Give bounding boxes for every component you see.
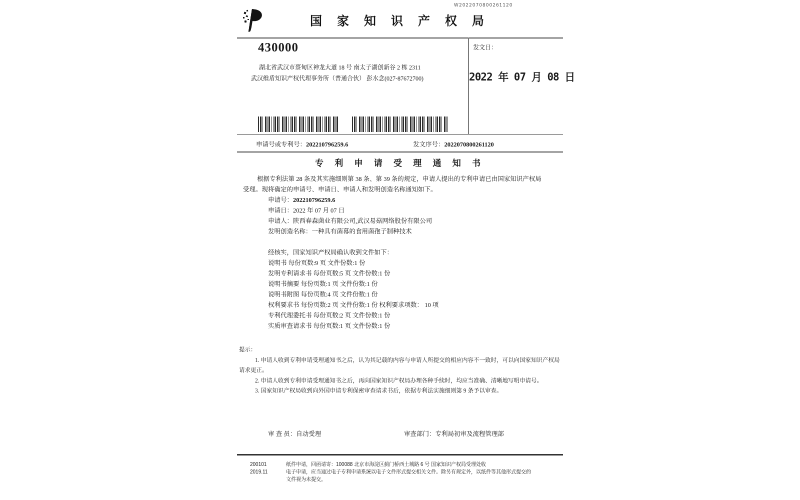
document-title: 专 利 申 请 受 理 通 知 书 <box>315 158 485 168</box>
received-item: 实质审查请求书 每份页数:1 页 文件份数:1 份 <box>268 322 391 330</box>
field-applicant: 申请人：陕西春森菌业有限公司,武汉易菇网络股份有限公司 <box>268 217 433 225</box>
field-application-number: 申请号：202210796259.6 <box>268 196 336 204</box>
examiner-value: 自动受理 <box>296 430 322 438</box>
notes-heading: 提示： <box>239 347 257 353</box>
department-value: 专利局初审及流程管理部 <box>435 430 505 438</box>
agency-title: 国 家 知 识 产 权 局 <box>310 15 490 28</box>
examiner-label: 审 查 员： <box>268 430 297 438</box>
application-number-value: 202210796259.6 <box>306 141 349 148</box>
received-heading: 经核实，国家知识产权局确认收到文件如下： <box>268 249 394 256</box>
serial-number-label: 发文序号： <box>413 141 445 148</box>
barcode-left <box>258 117 338 133</box>
received-item: 发明专利请求书 每份页数:5 页 文件份数:1 份 <box>268 270 391 277</box>
recipient-address-line1: 湖北省武汉市蔡甸区神龙大道 18 号 南太子湖创新谷 2 栋 2311 <box>259 64 421 71</box>
note-line: 请求更正。 <box>239 367 268 374</box>
dispatch-date-label: 发文日： <box>473 44 498 51</box>
recipient-address-line2: 武汉维盾知识产权代理事务所（普通合伙） 彭水念(027-87672700) <box>251 75 424 82</box>
field-filing-date: 申请日：2022 年 07 月 07 日 <box>268 207 345 214</box>
notice-body <box>243 174 567 332</box>
intro-line: 受理。现将确定的申请号、申请日、申请人和发明创造名称通知如下。 <box>243 186 437 193</box>
received-item: 说明书摘要 每份页数:1 页 文件份数:1 份 <box>268 280 378 288</box>
footer-divider <box>237 454 563 456</box>
form-date: 2019.11 <box>250 469 268 475</box>
dispatch-date-value: 2022 年 07 月 08 日 <box>469 71 575 83</box>
serial-number-value: 2022070800261120 <box>444 141 494 148</box>
footer-line: 电子申请，应当通过电子专利申请系统以电子文件形式提交相关文件。除另有规定外，以纸件等其他形式提交的 <box>286 469 531 475</box>
spacer <box>243 237 567 248</box>
received-item: 说明书 每份页数:9 页 文件份数:1 份 <box>268 259 366 267</box>
serial-number-row <box>413 140 494 149</box>
department-label: 审查部门： <box>404 430 436 438</box>
note-line: 3. 国家知识产权局收到向外国申请专利保密审查请求书后，依据专利法实施细则第 9 条予以审查。 <box>255 388 503 394</box>
application-number-row <box>256 140 348 149</box>
field-invention-title: 发明创造名称：一种具有菌幕的食用菌孢子制种技术 <box>268 228 412 235</box>
received-item: 权利要求书 每份页数:2 页 文件份数:1 份 权利要求项数： 10 项 <box>268 301 439 309</box>
form-code: 200101 <box>250 462 267 468</box>
note-line: 2. 申请人收到专利申请受理通知书之后，再向国家知识产权局办理各种手续时，均应当准确、清晰地写明申请号。 <box>255 377 543 384</box>
notes-section <box>239 345 567 396</box>
footer-form-codes <box>250 461 268 476</box>
department-row <box>404 429 504 438</box>
examiner-row <box>268 429 321 438</box>
corner-reference-number: W2022070800261120 <box>454 3 513 8</box>
barcode-right <box>352 117 448 133</box>
note-line: 1. 申请人收到专利申请受理通知书之后，认为其记载的内容与申请人所提交的相应内容不一致时，可以向国家知识产权局 <box>255 357 560 364</box>
application-number-label: 申请号或专利号： <box>256 141 307 148</box>
postal-code: 430000 <box>258 41 299 55</box>
intro-line: 根据专利法第 28 条及其实施细则第 38 条、第 39 条的规定，申请人提出的专利申请已由国家知识产权局 <box>257 175 542 183</box>
header-divider <box>237 38 563 39</box>
title-divider <box>237 152 563 153</box>
received-item: 说明书附图 每份页数:4 页 文件份数:1 份 <box>268 291 378 298</box>
address-date-divider <box>468 38 469 135</box>
footer-line: 文件视为未提交。 <box>286 477 326 483</box>
footer-line: 纸件申请，回函请寄：100088 北京市海淀区蓟门桥西土城路 6 号 国家知识产权局受理处收 <box>286 462 487 468</box>
footer-instructions <box>286 461 566 484</box>
barcode-divider <box>237 134 563 135</box>
received-item: 专利代理委托书 每份页数:2 页 文件份数:1 份 <box>268 312 391 319</box>
